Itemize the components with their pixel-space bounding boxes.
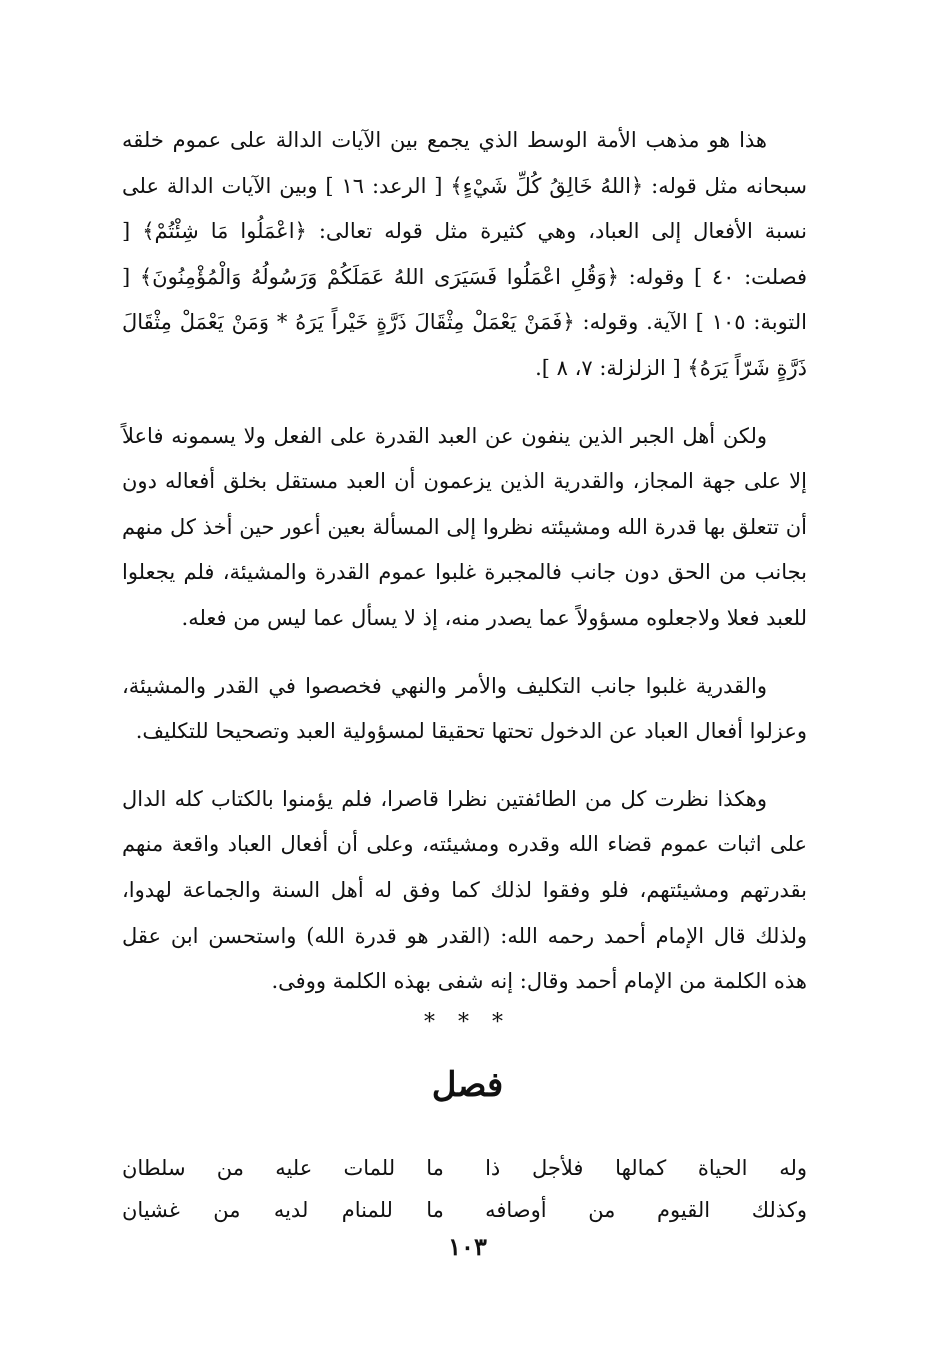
paragraph: والقدرية غلبوا جانب التكليف والأمر والنهي فخصصوا في القدر والمشيئة، وعزلوا أفعال العباد عن الدخول تحتها تحقيقا لمسؤولية العبد وتصحيحا للتكليف. — [122, 673, 807, 744]
page-number: ١٠٣ — [448, 1232, 487, 1261]
verse-second-hemistich: ما للمنام لديه من غشيان — [122, 1198, 444, 1222]
verse-first-hemistich: وله الحياة كمالها فلأجل ذا — [485, 1156, 807, 1180]
poem-verse — [122, 1148, 807, 1188]
verse-second-hemistich: ما للمات عليه من سلطان — [122, 1156, 444, 1180]
verse-first-hemistich: وكذلك القيوم من أوصافه — [485, 1198, 807, 1222]
paragraph: ولكن أهل الجبر الذين ينفون عن العبد القدرة على الفعل ولا يسمونه فاعلاً إلا على جهة المجاز، والقدرية الذين يزعمون أن العبد مستقل بخلق أفعاله دون أن تتعلق بها قدرة الله ومشيئته نظروا إلى المسألة بعين أعور حين أخذ كل منهم بجانب من الحق دون جانب فالمجبرة غلبوا عموم القدرة والمشيئة، فلم يجعلوا للعبد فعلا ولاجعلوه مسؤولاً عما يصدر منه، إذ لا يسأل عما ليس من فعله. — [122, 423, 807, 630]
paragraph: وهكذا نظرت كل من الطائفتين نظرا قاصرا، فلم يؤمنوا بالكتاب كله الدال على اثبات عموم قضاء الله وقدره ومشيئته، وعلى أن أفعال العباد واقعة منهم بقدرتهم ومشيئتهم، فلو وفقوا لذلك كما وفق له أهل السنة والجماعة لهدوا، ولذلك قال الإمام أحمد رحمه الله: (القدر هو قدرة الله) واستحسن ابن عقل هذه الكلمة من الإمام أحمد وقال: إنه شفى بهذه الكلمة ووفى. — [122, 786, 807, 994]
body-text — [122, 118, 807, 1027]
section-separator: * * * — [424, 1010, 511, 1035]
poem-verse — [122, 1190, 807, 1230]
section-heading: فصل — [431, 1065, 504, 1105]
paragraph: هذا هو مذهب الأمة الوسط الذي يجمع بين الآيات الدالة على عموم خلقه سبحانه مثل قوله: ﴿اللهُ خَالِقُ كُلِّ شَيْءٍ﴾ [ الرعد: ١٦ ] وبين الآيات الدالة على نسبة الأفعال إلى العباد، وهي كثيرة مثل قوله تعالى: ﴿اعْمَلُوا مَا شِئْتُمْ﴾ [ فصلت: ٤٠ ] وقوله: ﴿وَقُلِ اعْمَلُوا فَسَيَرَى اللهُ عَمَلَكُمْ وَرَسُولُهُ وَالْمُؤْمِنُونَ﴾ [ التوبة: ١٠٥ ] الآية. وقوله: ﴿فَمَنْ يَعْمَلْ مِثْقَالَ ذَرَّةٍ خَيْراً يَرَهُ * وَمَنْ يَعْمَلْ مِثْقَالَ ذَرَّةٍ شَرّاً يَرَهُ﴾ [ الزلزلة: ٧، ٨ ]. — [122, 128, 808, 380]
